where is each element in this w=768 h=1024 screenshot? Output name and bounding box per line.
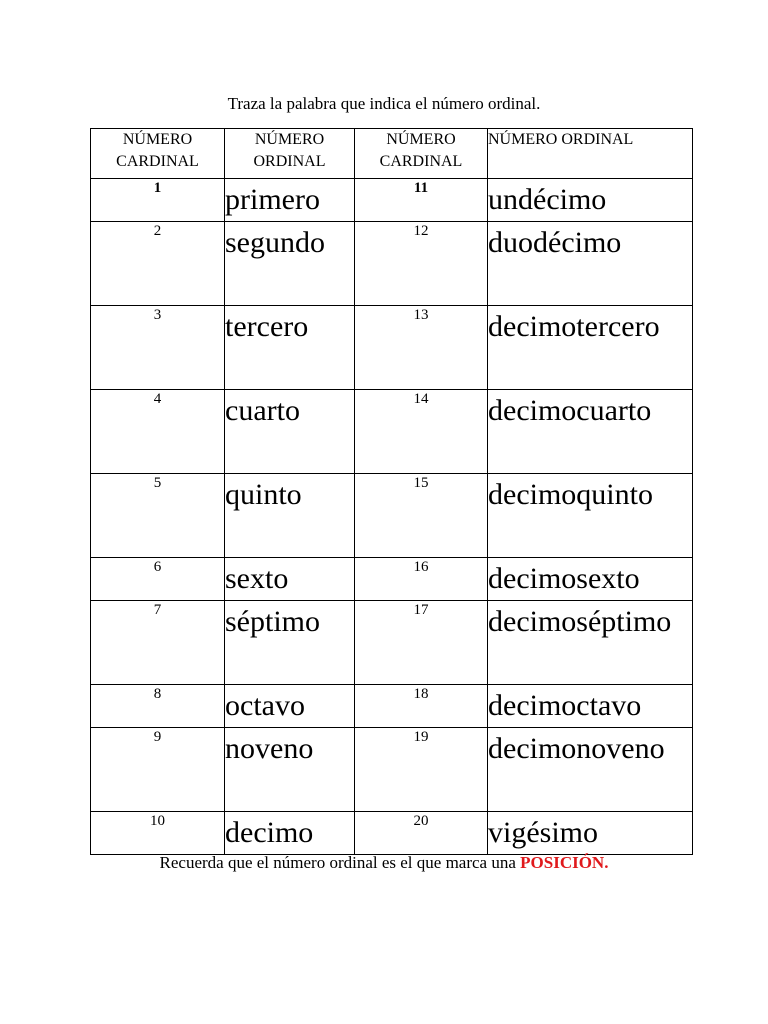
ordinal-word: vigésimo xyxy=(488,812,693,855)
table-row xyxy=(91,306,693,390)
footer-emphasis: POSICIÓN. xyxy=(520,853,609,872)
table-row xyxy=(91,728,693,812)
header-cardinal-2: NÚMERO CARDINAL xyxy=(355,129,488,179)
ordinal-word: quinto xyxy=(225,474,355,558)
table-row xyxy=(91,179,693,222)
table-row xyxy=(91,390,693,474)
cardinal-number: 13 xyxy=(355,306,488,390)
ordinal-word: decimoquinto xyxy=(488,474,693,558)
header-ordinal: NÚMERO ORDINAL xyxy=(225,129,355,179)
cardinal-number: 20 xyxy=(355,812,488,855)
cardinal-number: 4 xyxy=(91,390,225,474)
cardinal-number: 3 xyxy=(91,306,225,390)
header-cardinal: NÚMERO CARDINAL xyxy=(91,129,225,179)
cardinal-number: 5 xyxy=(91,474,225,558)
cardinal-number: 12 xyxy=(355,222,488,306)
ordinal-word: primero xyxy=(225,179,355,222)
cardinal-number: 1 xyxy=(91,179,225,222)
cardinal-number: 14 xyxy=(355,390,488,474)
table-row xyxy=(91,812,693,855)
ordinal-word: duodécimo xyxy=(488,222,693,306)
ordinal-word: cuarto xyxy=(225,390,355,474)
cardinal-number: 11 xyxy=(355,179,488,222)
footer-text: Recuerda que el número ordinal es el que marca una xyxy=(159,853,521,872)
cardinal-number: 2 xyxy=(91,222,225,306)
cardinal-number: 19 xyxy=(355,728,488,812)
cardinal-number: 18 xyxy=(355,685,488,728)
cardinal-number: 16 xyxy=(355,558,488,601)
header-row xyxy=(91,129,693,179)
ordinal-table xyxy=(90,128,693,855)
ordinal-word: decimosexto xyxy=(488,558,693,601)
table-row xyxy=(91,601,693,685)
cardinal-number: 6 xyxy=(91,558,225,601)
table-row xyxy=(91,685,693,728)
cardinal-number: 17 xyxy=(355,601,488,685)
ordinal-word: séptimo xyxy=(225,601,355,685)
ordinal-word: decimoctavo xyxy=(488,685,693,728)
ordinal-word: decimo xyxy=(225,812,355,855)
worksheet-title: Traza la palabra que indica el número ordinal. xyxy=(227,94,541,113)
cardinal-number: 8 xyxy=(91,685,225,728)
ordinal-word: sexto xyxy=(225,558,355,601)
ordinal-word: decimonoveno xyxy=(488,728,693,812)
cardinal-number: 7 xyxy=(91,601,225,685)
cardinal-number: 15 xyxy=(355,474,488,558)
ordinal-word: decimocuarto xyxy=(488,390,693,474)
ordinal-word: tercero xyxy=(225,306,355,390)
ordinal-word: decimoséptimo xyxy=(488,601,693,685)
ordinal-word: undécimo xyxy=(488,179,693,222)
ordinal-word: decimotercero xyxy=(488,306,693,390)
cardinal-number: 10 xyxy=(91,812,225,855)
footer-note xyxy=(0,852,768,874)
ordinal-word: noveno xyxy=(225,728,355,812)
table-row xyxy=(91,474,693,558)
ordinal-word: octavo xyxy=(225,685,355,728)
cardinal-number: 9 xyxy=(91,728,225,812)
header-ordinal-2: NÚMERO ORDINAL xyxy=(488,129,693,179)
ordinal-word: segundo xyxy=(225,222,355,306)
table-row xyxy=(91,558,693,601)
table-row xyxy=(91,222,693,306)
